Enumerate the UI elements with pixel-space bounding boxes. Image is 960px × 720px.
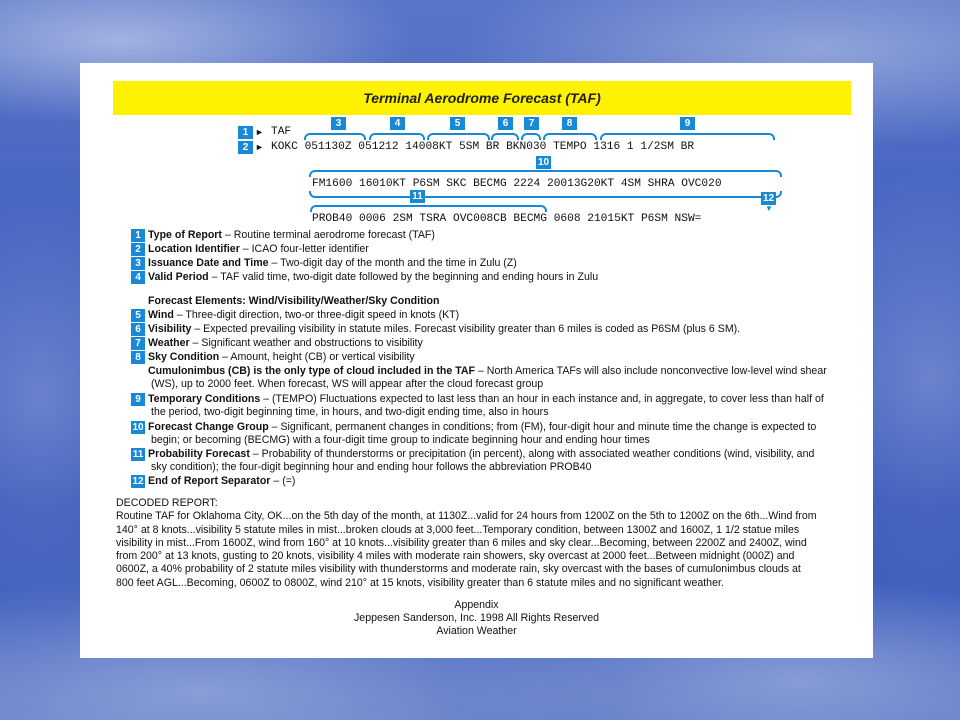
legend-num-2: 2 [131, 243, 145, 256]
bracket-tempo [600, 133, 775, 140]
bracket-valid [369, 133, 425, 140]
title-bar [113, 81, 851, 115]
legend-item-location: Location Identifier – ICAO four-letter identifier [148, 243, 369, 255]
code-line-4: PROB40 0006 2SM TSRA OVC008CB BECMG 0608 21015KT P6SM NSW= [312, 213, 702, 225]
legend-item-wind: Wind – Three-digit direction, two-or three-digit speed in knots (KT) [148, 309, 460, 321]
code-line-3: FM1600 16010KT P6SM SKC BECMG 2224 20013G20KT 4SM SHRA OVC020 [312, 178, 722, 190]
decoded-line: from 200° at 13 knots, gusting to 20 knots, visibility 4 miles with moderate rain showers, sky overcast at 2000 feet...Between midnight (000Z) and [116, 550, 795, 563]
callout-3: 3 [331, 117, 346, 130]
decoded-heading: DECODED REPORT: [116, 497, 218, 509]
callout-10: 10 [537, 157, 550, 168]
decoded-line: 140° at 8 knots...visibility 5 statute miles in mist...broken clouds at 3,000 feet...Temporary condition, between 1300Z and 1600Z, 1 1/2 statue miles [116, 523, 800, 536]
decoded-line: 0600Z, a 40% probability of 2 statute miles visibility with thunderstorms and moderate rain, sky overcast with the bases of cumulonimbus clouds at [116, 563, 801, 576]
legend-num-9: 9 [131, 393, 145, 406]
legend-num-8: 8 [131, 351, 145, 364]
callout-5: 5 [450, 117, 465, 130]
legend-num-1: 1 [131, 229, 145, 242]
legend-item-change: Forecast Change Group – Significant, permanent changes in conditions; from (FM), four-digit hour and minute time the change is expected to [148, 421, 817, 433]
bracket-forecast-change [309, 170, 782, 177]
arrow-down-icon: ▼ [765, 204, 773, 213]
code-line-2: KOKC 051130Z 051212 14008KT 5SM BR BKN030 TEMPO 1316 1 1/2SM BR [271, 141, 695, 153]
legend-item-prob-cont: sky condition); the four-digit beginning hour and ending hour follows the abbreviation PROB40 [151, 461, 592, 473]
bracket-sky [543, 133, 597, 140]
legend-num-7: 7 [131, 337, 145, 350]
legend-item-visibility: Visibility – Expected prevailing visibility in statute miles. Forecast visibility greater than 6 miles is coded as P6SM (plus 6 SM). [148, 323, 741, 335]
callout-8: 8 [562, 117, 577, 130]
callout-11: 11 [410, 190, 425, 203]
bracket-weather [521, 133, 541, 140]
legend-item-prob: Probability Forecast – Probability of thunderstorms or precipitation (in percent), along with associated weather conditions (wind, visibility, and [148, 448, 815, 460]
arrow-right-icon: ► [255, 127, 264, 137]
cb-note-cont: (WS), up to 2000 feet. When forecast, WS will appear after the cloud forecast group [151, 378, 544, 390]
legend-num-6: 6 [131, 323, 145, 336]
decoded-report [116, 497, 856, 590]
legend-num-11: 11 [132, 449, 144, 460]
bracket-issuance [304, 133, 366, 140]
callout-7: 7 [524, 117, 539, 130]
legend-item-tempo-cont: the period, two-digit beginning time, in hours, and two-digit ending time, also in hours [151, 406, 549, 418]
legend-item-valid: Valid Period – TAF valid time, two-digit date followed by the beginning and ending hours in Zulu [148, 271, 599, 283]
bracket-visibility [491, 133, 519, 140]
footer-subject: Aviation Weather [436, 625, 517, 637]
legend-num-10: 10 [132, 422, 144, 433]
slide [80, 63, 873, 658]
callout-9: 9 [680, 117, 695, 130]
callout-2: 2 [238, 141, 253, 154]
legend-item-tempo: Temporary Conditions – (TEMPO) Fluctuations expected to last less than an hour in each instance and, in aggregate, to cover less than half of [148, 393, 824, 405]
callout-12: 12 [762, 193, 775, 204]
bracket-forecast-change-bottom [309, 191, 782, 198]
legend-num-12: 12 [132, 476, 144, 487]
legend-item-weather: Weather – Significant weather and obstructions to visibility [148, 337, 423, 349]
legend-item-type: Type of Report – Routine terminal aerodrome forecast (TAF) [148, 229, 435, 241]
legend-item-issuance: Issuance Date and Time – Two-digit day of the month and the time in Zulu (Z) [148, 257, 517, 269]
legend-num-4: 4 [131, 271, 145, 284]
decoded-line: Routine TAF for Oklahoma City, OK...on the 5th day of the month, at 1130Z...valid for 24 hours from 1200Z on the 5th to 1200Z on the 6th...Wind from [116, 510, 817, 523]
bracket-wind [427, 133, 490, 140]
arrow-right-icon: ► [255, 142, 264, 152]
legend-num-5: 5 [131, 309, 145, 322]
decoded-line: 800 feet AGL...Becoming, 0600Z to 0800Z, wind 210° at 15 knots, visibility greater than 6 statute miles and no significant weather. [116, 576, 724, 589]
callout-6: 6 [498, 117, 513, 130]
cb-note: Cumulonimbus (CB) is the only type of cloud included in the TAF – North America TAFs will also include nonconvective low-level wind shear [148, 365, 827, 377]
footer-copyright: Jeppesen Sanderson, Inc. 1998 All Rights Reserved [354, 612, 599, 624]
code-line-1: TAF [271, 126, 292, 138]
footer-appendix: Appendix [454, 599, 499, 611]
page-title: Terminal Aerodrome Forecast (TAF) [363, 90, 601, 106]
legend-num-3: 3 [131, 257, 145, 270]
callout-1: 1 [238, 126, 253, 139]
forecast-elements-heading: Forecast Elements: Wind/Visibility/Weather/Sky Condition [148, 295, 440, 307]
legend-item-end: End of Report Separator – (=) [148, 475, 296, 487]
legend-item-sky: Sky Condition – Amount, height (CB) or vertical visibility [148, 351, 415, 363]
bracket-probability [310, 205, 547, 212]
decoded-line: visibility in mist...From 1600Z, wind from 160° at 10 knots...visibility greater than 6 miles and sky clear...Becoming, between 2200Z and 2400Z, wind [116, 536, 807, 549]
legend-item-change-cont: begin; or becoming (BECMG) with a four-digit time group to indicate beginning hour and ending hour times [151, 434, 650, 446]
callout-4: 4 [390, 117, 405, 130]
